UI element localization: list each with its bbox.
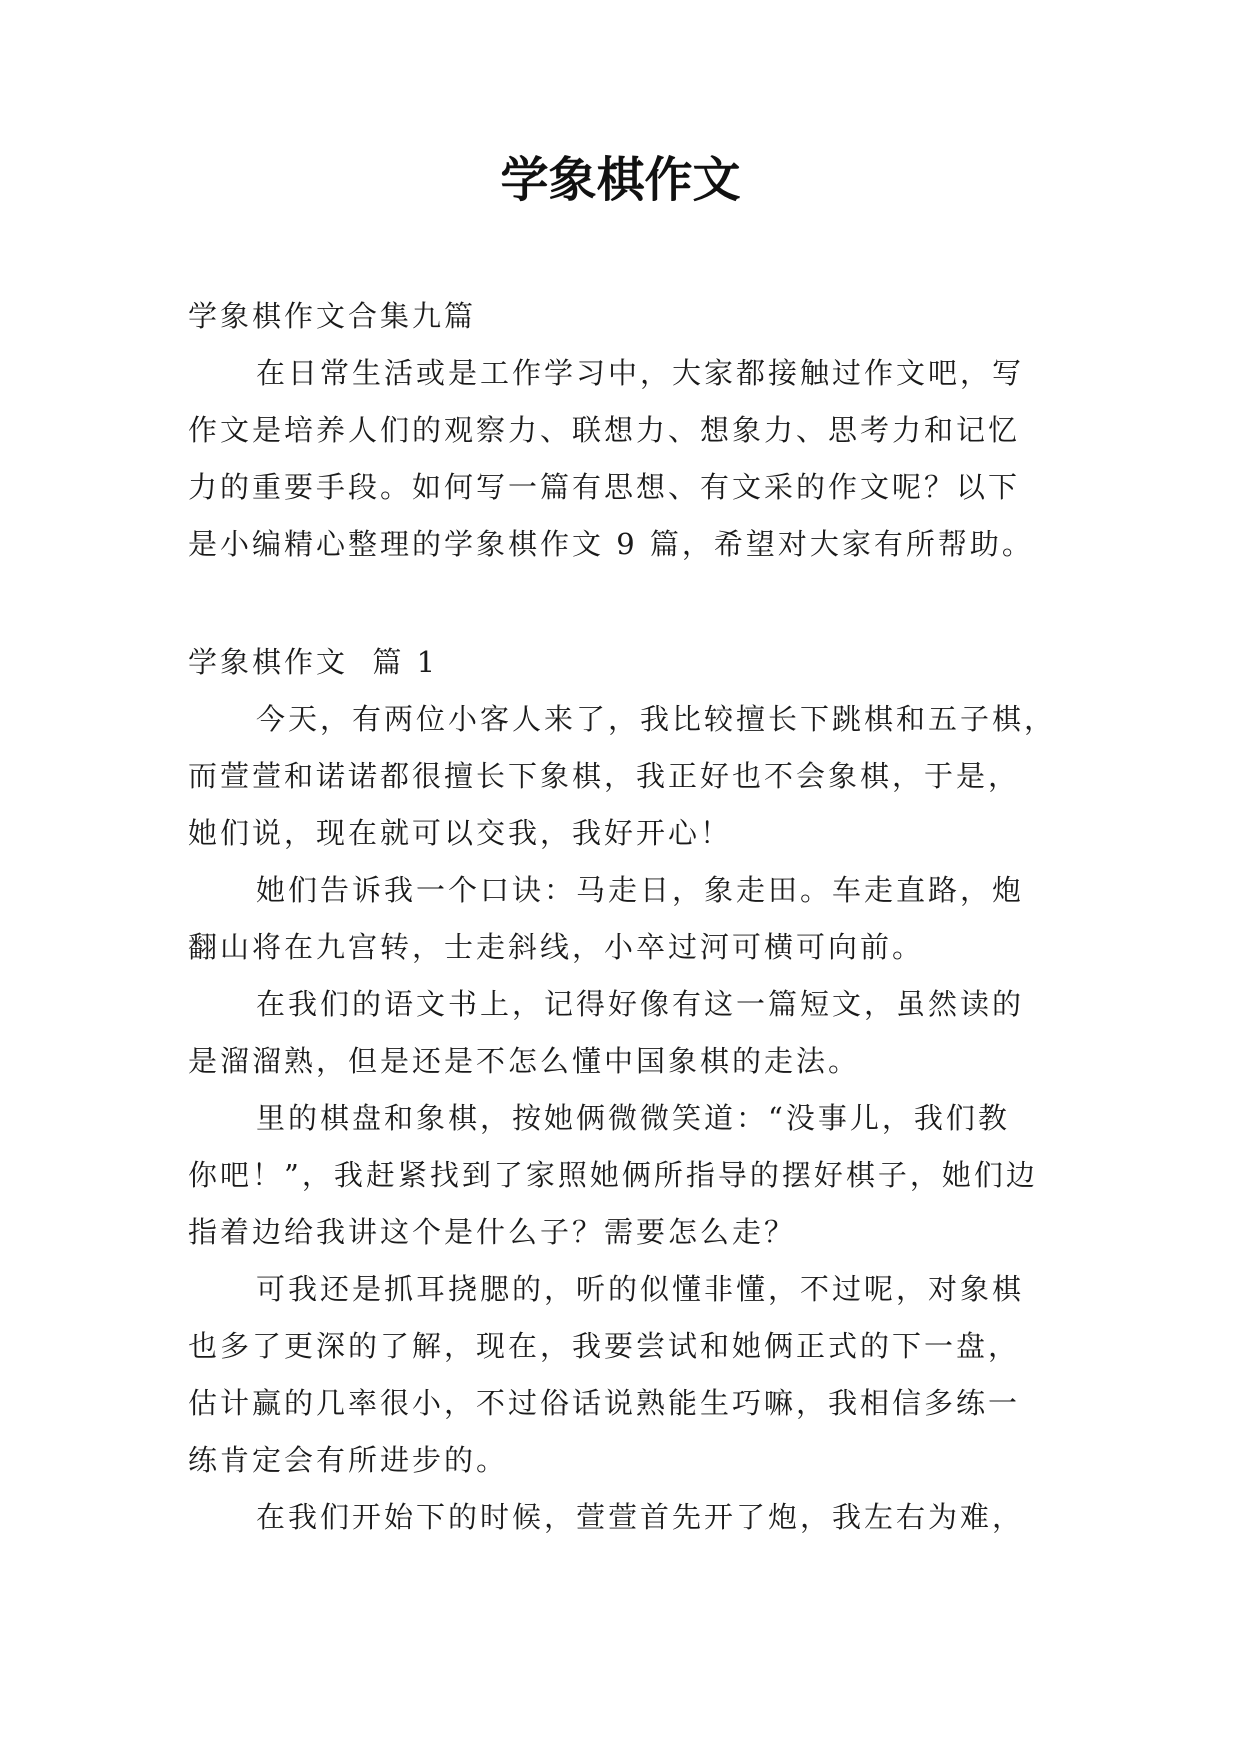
essay-line: 她们说，现在就可以交我，我好开心！: [188, 816, 733, 850]
intro-line: 作文是培养人们的观察力、联想力、想象力、思考力和记忆: [188, 413, 1021, 447]
intro-line: 是小编精心整理的学象棋作文 9 篇，希望对大家有所帮助。: [188, 527, 1034, 561]
collection-heading-block: [188, 288, 1058, 345]
essay-line: 在我们的语文书上，记得好像有这一篇短文，虽然读的: [256, 987, 1025, 1021]
document-title: 学象棋作文: [500, 152, 741, 208]
essay-line: 是溜溜熟，但是还是不怎么懂中国象棋的走法。: [188, 1044, 861, 1078]
essay-line: 练肯定会有所进步的。: [188, 1443, 509, 1477]
essay-line: 在我们开始下的时候，萱萱首先开了炮，我左右为难，: [256, 1500, 1025, 1534]
collection-heading: 学象棋作文合集九篇: [188, 299, 477, 333]
essay-line: 而萱萱和诺诺都很擅长下象棋，我正好也不会象棋，于是，: [188, 759, 1021, 793]
intro-paragraph: [188, 345, 1058, 573]
essay-line: 里的棋盘和象棋，按她俩微微笑道：“没事儿，我们教: [256, 1101, 1010, 1135]
essay-line: 可我还是抓耳挠腮的，听的似懂非懂，不过呢，对象棋: [256, 1272, 1025, 1306]
essay-line: 估计赢的几率很小，不过俗话说熟能生巧嘛，我相信多练一: [188, 1386, 1021, 1420]
intro-line: 在日常生活或是工作学习中，大家都接触过作文吧，写: [256, 356, 1025, 390]
essay-body: [188, 691, 1058, 1546]
essay-heading-block: [188, 634, 1058, 691]
essay-heading: 学象棋作文 篇 1: [188, 645, 439, 679]
essay-line: 她们告诉我一个口诀：马走日，象走田。车走直路，炮: [256, 873, 1025, 907]
essay-line: 今天，有两位小客人来了，我比较擅长下跳棋和五子棋，: [256, 702, 1057, 736]
essay-line: 指着边给我讲这个是什么子？需要怎么走？: [188, 1215, 797, 1249]
intro-line: 力的重要手段。如何写一篇有思想、有文采的作文呢？以下: [188, 470, 1021, 504]
essay-line: 也多了更深的了解，现在，我要尝试和她俩正式的下一盘，: [188, 1329, 1021, 1363]
essay-line: 你吧！”，我赶紧找到了家照她俩所指导的摆好棋子，她们边: [188, 1158, 1038, 1192]
essay-line: 翻山将在九宫转，士走斜线，小卒过河可横可向前。: [188, 930, 925, 964]
